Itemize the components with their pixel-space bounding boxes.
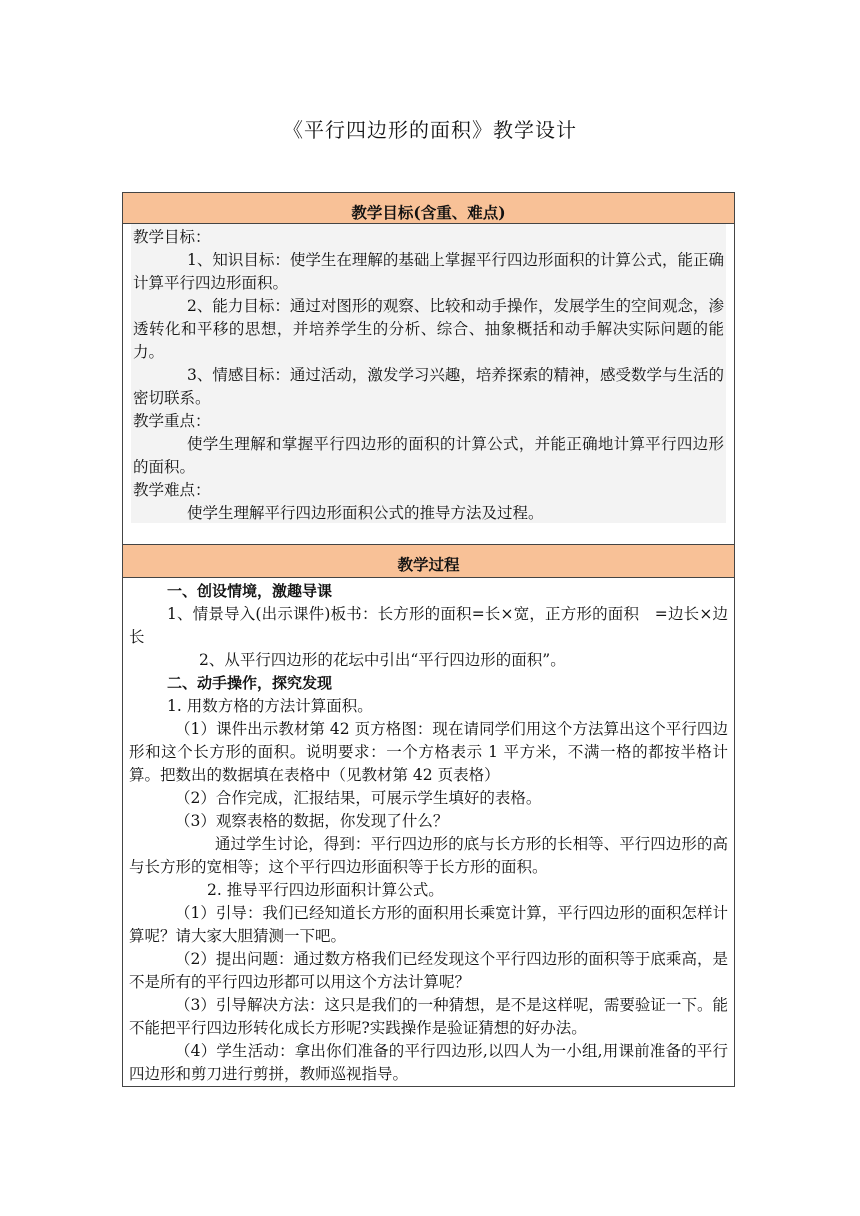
paragraph: （3）观察表格的数据，你发现了什么？: [175, 812, 449, 830]
page-title: 《平行四边形的面积》教学设计: [283, 118, 577, 142]
paragraph: 3、情感目标：通过活动，激发学习兴趣，培养探索的精神，感受数学与生活的密切联系。: [133, 366, 724, 407]
objectives-header: 教学目标(含重、难点): [123, 192, 734, 224]
lesson-table: [122, 192, 735, 1087]
section-gap: [123, 523, 734, 544]
paragraph: 教学目标：: [133, 228, 211, 246]
objectives-section: [123, 192, 734, 523]
paragraph: （2）提出问题：通过数方格我们已经发现这个平行四边形的面积等于底乘高，是不是所有的平行四边形都可以用这个方法计算呢？: [129, 950, 728, 991]
process-header: 教学过程: [123, 544, 734, 578]
section-heading: 二、动手操作，探究发现: [167, 674, 333, 692]
paragraph: 教学难点：: [133, 481, 211, 499]
process-body: [123, 578, 734, 1087]
paragraph: 2. 推导平行四边形面积计算公式。: [207, 881, 444, 899]
objectives-body: [131, 224, 726, 523]
paragraph: 2、从平行四边形的花坛中引出“平行四边形的面积”。: [199, 651, 566, 669]
section-heading: 一、创设情境，激趣导课: [167, 582, 333, 600]
paragraph: 1. 用数方格的方法计算面积。: [167, 697, 373, 715]
paragraph: 1、知识目标：使学生在理解的基础上掌握平行四边形面积的计算公式，能正确计算平行四边形面积。: [133, 251, 724, 292]
process-section: [123, 544, 734, 1087]
paragraph: 使学生理解平行四边形面积公式的推导方法及过程。: [187, 504, 544, 522]
paragraph: （1）课件出示教材第 42 页方格图：现在请同学们用这个方法算出这个平行四边形和这个长方形的面积。说明要求：一个方格表示 1 平方米，不满一格的都按半格计算。把数出的数据填在表格中（见教材第 42 页表格）: [129, 720, 728, 784]
paragraph: （4）学生活动：拿出你们准备的平行四边形,以四人为一小组,用课前准备的平行四边形和剪刀进行剪拼，教师巡视指导。: [129, 1042, 728, 1083]
paragraph: 1、情景导入(出示课件)板书：长方形的面积=长×宽，正方形的面积 =边长×边长: [129, 605, 728, 646]
paragraph: 教学重点：: [133, 412, 211, 430]
paragraph: （2）合作完成，汇报结果，可展示学生填好的表格。: [175, 789, 542, 807]
paragraph: （3）引导解决方法：这只是我们的一种猜想，是不是这样呢，需要验证一下。能不能把平行四边形转化成长方形呢?实践操作是验证猜想的好办法。: [129, 996, 728, 1037]
paragraph: 通过学生讨论，得到：平行四边形的底与长方形的长相等、平行四边形的高与长方形的宽相等；这个平行四边形面积等于长方形的面积。: [129, 835, 728, 876]
paragraph: （1）引导：我们已经知道长方形的面积用长乘宽计算，平行四边形的面积怎样计算呢？请大家大胆猜测一下吧。: [129, 904, 728, 945]
paragraph: 使学生理解和掌握平行四边形的面积的计算公式，并能正确地计算平行四边形的面积。: [133, 435, 724, 476]
paragraph: 2、能力目标：通过对图形的观察、比较和动手操作，发展学生的空间观念，渗透转化和平移的思想，并培养学生的分析、综合、抽象概括和动手解决实际问题的能力。: [133, 297, 724, 361]
